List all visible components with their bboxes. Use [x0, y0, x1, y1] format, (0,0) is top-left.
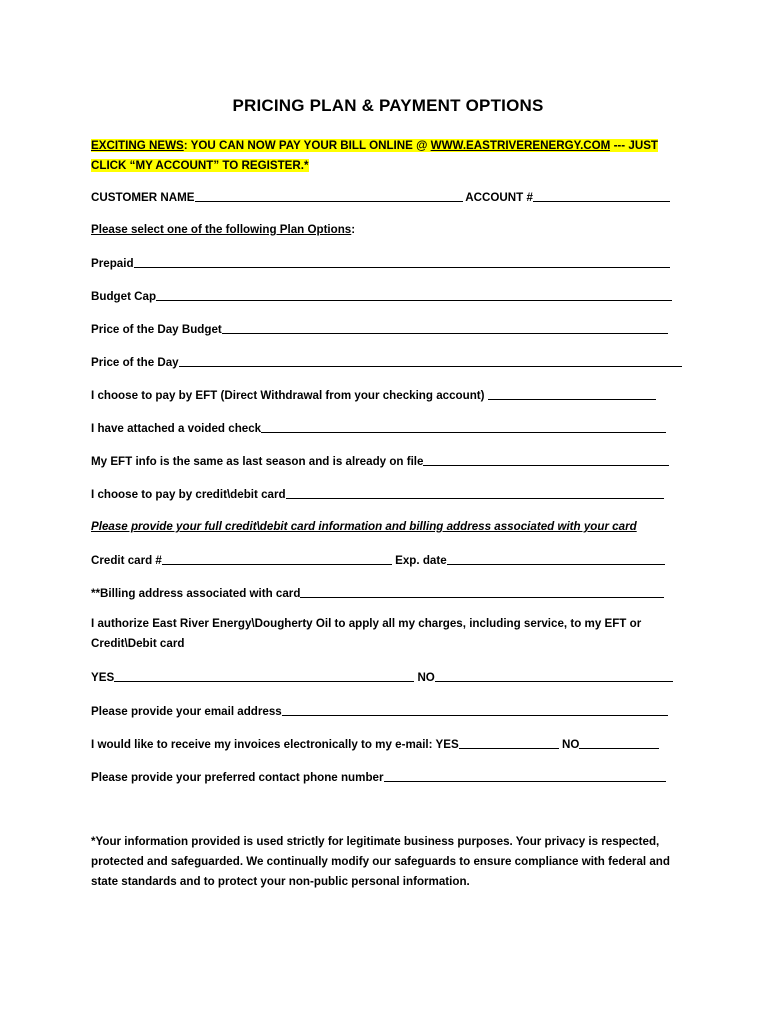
- phone-label: Please provide your preferred contact phone number: [91, 771, 384, 784]
- customer-row: [91, 190, 670, 204]
- credit-debit-field[interactable]: [286, 487, 664, 499]
- eft-same-field[interactable]: [423, 454, 669, 466]
- yes-field[interactable]: [114, 670, 414, 682]
- email-row: [91, 704, 668, 718]
- billing-address-label: **Billing address associated with card: [91, 587, 301, 600]
- credit-card-row: [91, 553, 665, 567]
- price-day-budget-row: [91, 322, 668, 336]
- eft-row: [91, 388, 656, 402]
- phone-field[interactable]: [384, 770, 666, 782]
- plan-options-label: Please select one of the following Plan Options: [91, 223, 352, 236]
- eft-label: I choose to pay by EFT (Direct Withdrawal from your checking account): [91, 389, 485, 402]
- eft-same-label: My EFT info is the same as last season and is already on file: [91, 455, 424, 468]
- plan-options-heading: [91, 223, 355, 236]
- credit-debit-row: [91, 487, 664, 501]
- no-field[interactable]: [435, 670, 673, 682]
- price-day-budget-label: Price of the Day Budget: [91, 323, 222, 336]
- credit-card-label: Credit card #: [91, 554, 162, 567]
- budget-cap-label: Budget Cap: [91, 290, 157, 303]
- page-title: PRICING PLAN & PAYMENT OPTIONS: [232, 96, 544, 115]
- invoice-email-row: [91, 737, 659, 751]
- privacy-note: *Your information provided is used strictly for legitimate business purposes. Your privacy is respected, protected and safeguarded. We continually modify our safeguards to ensure compliance with federal and state standards and to protect your non-public personal information.: [91, 835, 670, 888]
- invoice-yes-field[interactable]: [459, 737, 559, 749]
- price-day-field[interactable]: [179, 355, 682, 367]
- news-lead: EXCITING NEWS: [91, 139, 184, 152]
- exp-date-field[interactable]: [447, 553, 665, 565]
- email-label: Please provide your email address: [91, 705, 282, 718]
- eft-same-row: [91, 454, 669, 468]
- phone-row: [91, 770, 666, 784]
- account-field[interactable]: [533, 190, 670, 202]
- prepaid-label: Prepaid: [91, 257, 134, 270]
- price-day-budget-field[interactable]: [222, 322, 668, 334]
- billing-address-field[interactable]: [300, 586, 664, 598]
- invoice-email-label: I would like to receive my invoices electronically to my e-mail: YES: [91, 738, 459, 751]
- news-text-2: --- JUST CLICK “MY ACCOUNT” TO REGISTER.*: [91, 139, 659, 172]
- price-day-row: [91, 355, 682, 369]
- exp-date-label: Exp. date: [395, 554, 447, 567]
- card-info-instruction: Please provide your full credit\debit card information and billing address associated with your card: [91, 520, 637, 533]
- yes-no-row: [91, 670, 673, 684]
- customer-name-field[interactable]: [195, 190, 463, 202]
- news-banner: [91, 136, 685, 176]
- email-field[interactable]: [282, 704, 668, 716]
- voided-check-field[interactable]: [261, 421, 666, 433]
- eft-field[interactable]: [488, 388, 656, 400]
- plan-options-colon: :: [351, 223, 356, 236]
- prepaid-field[interactable]: [134, 256, 670, 268]
- yes-label: YES: [91, 671, 115, 684]
- billing-address-row: [91, 586, 664, 600]
- authorize-statement: I authorize East River Energy\Dougherty Oil to apply all my charges, including service, to my EFT or Credit\Debit card: [91, 617, 642, 650]
- prepaid-row: [91, 256, 670, 270]
- no-label: NO: [417, 671, 435, 684]
- account-label: ACCOUNT #: [465, 191, 533, 204]
- invoice-no-label: NO: [561, 738, 580, 751]
- price-day-label: Price of the Day: [91, 356, 179, 369]
- credit-debit-label: I choose to pay by credit\debit card: [91, 488, 286, 501]
- news-text-1: : YOU CAN NOW PAY YOUR BILL ONLINE @: [183, 139, 431, 152]
- voided-check-row: [91, 421, 666, 435]
- budget-cap-field[interactable]: [156, 289, 672, 301]
- budget-cap-row: [91, 289, 672, 303]
- voided-check-label: I have attached a voided check: [91, 422, 262, 435]
- customer-name-label: CUSTOMER NAME: [91, 191, 195, 204]
- credit-card-field[interactable]: [162, 553, 392, 565]
- website-link[interactable]: WWW.EASTRIVERENERGY.COM: [430, 139, 611, 152]
- invoice-no-field[interactable]: [579, 737, 659, 749]
